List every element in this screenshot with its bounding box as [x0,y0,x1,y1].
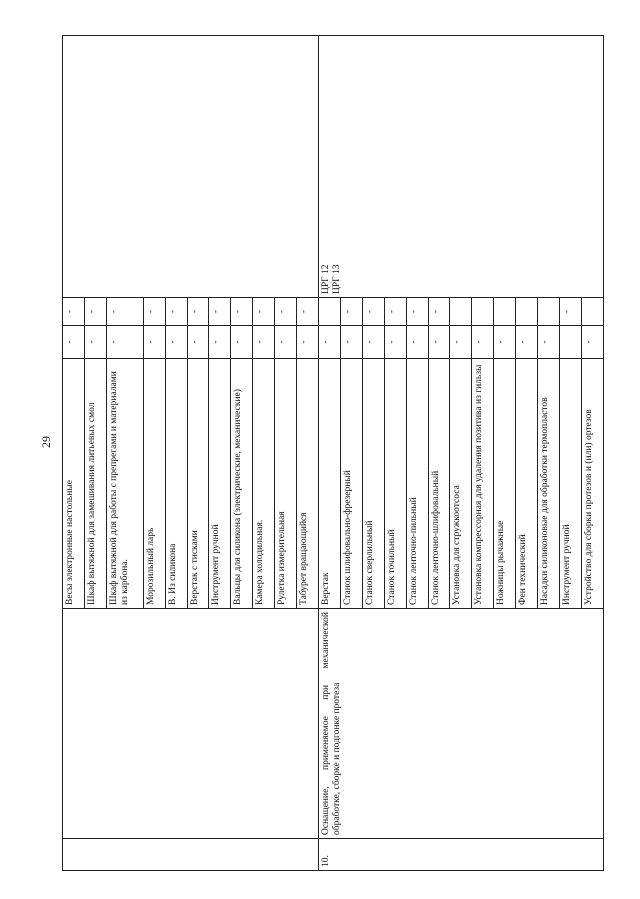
table-row [319,36,341,871]
item-qty: - [538,326,560,359]
reference-code: ЦРГ 13 [331,264,342,294]
item-name: Фен технический [516,359,538,609]
item-qty [559,326,581,359]
item-qty: - [253,326,275,359]
item-name: В. Из силикона [165,359,187,609]
item-extra: - [559,298,581,326]
equipment-table [62,35,604,871]
item-extra: - [209,298,231,326]
item-qty: - [494,326,516,359]
item-qty: - [581,326,603,359]
item-qty: - [384,326,406,359]
item-qty: - [428,326,450,359]
item-name: Ножницы рычажные [494,359,516,609]
item-qty: - [84,326,106,359]
item-extra: - [84,298,106,326]
item-name: Станок точильный [384,359,406,609]
item-name: Станок сверлильный [362,359,384,609]
item-qty: - [143,326,165,359]
item-extra [516,298,538,326]
rotated-table-wrapper [62,36,604,871]
item-qty: - [187,326,209,359]
item-extra [494,298,516,326]
item-name: Вальцы для силикона (электрические, механические) [231,359,253,609]
item-extra: - [253,298,275,326]
item-extra: - [106,298,143,326]
item-name: Весы электронные настольные [63,359,85,609]
item-extra: - [428,298,450,326]
item-extra [450,298,472,326]
item-name: Инструмент ручной [559,359,581,609]
table-row [63,36,85,871]
item-extra: - [143,298,165,326]
description-cell [63,609,319,839]
item-extra: - [231,298,253,326]
item-extra: - [362,298,384,326]
item-extra: - [63,298,85,326]
item-name: Верстак [319,359,341,609]
item-name: Морозильный ларь [143,359,165,609]
item-name: Рулетка измерительная [275,359,297,609]
item-extra: - [297,298,319,326]
item-name: Станок ленточно-пильный [406,359,428,609]
item-extra: - [275,298,297,326]
number-cell [63,839,319,871]
item-qty: - [319,326,341,359]
item-name: Камера холодильная. [253,359,275,609]
item-extra [472,298,494,326]
section-title: Оснащение, применяемое при механической обработке, сборке и подгонке протеза [319,609,604,839]
item-extra [319,298,341,326]
item-name: Насадки силиконовые для обработки термопластов [538,359,560,609]
item-qty: - [165,326,187,359]
item-qty: - [362,326,384,359]
item-qty: - [231,326,253,359]
item-name: Верстак с тисками [187,359,209,609]
item-qty: - [340,326,362,359]
item-name: Станок шлифовально-фрезерный [340,359,362,609]
section-number: 10. [319,839,604,871]
item-qty: - [106,326,143,359]
item-extra [581,298,603,326]
item-name: Шкаф вытяжной для работы с препрегами и материалами из карбона. [106,359,143,609]
item-name: Инструмент ручной [209,359,231,609]
reference-cell [63,36,319,298]
item-extra: - [340,298,362,326]
item-qty: - [297,326,319,359]
item-qty: - [209,326,231,359]
reference-cell [319,36,604,298]
item-name: Установка для стружкоотсоса [450,359,472,609]
item-extra: - [384,298,406,326]
item-extra: - [406,298,428,326]
item-qty: - [450,326,472,359]
item-qty: - [63,326,85,359]
item-name: Станок ленточно-шлифовальный [428,359,450,609]
item-extra: - [187,298,209,326]
item-name: Шкаф вытяжной для замешивания литьевых смол [84,359,106,609]
item-extra [538,298,560,326]
item-name: Табурет вращающийся [297,359,319,609]
item-qty: - [275,326,297,359]
item-name: Устройство для сборки протезов и (или) ортезов [581,359,603,609]
page-number: 29 [39,436,53,448]
item-qty: - [516,326,538,359]
item-extra: - [165,298,187,326]
item-qty: - [406,326,428,359]
reference-code: ЦРГ 12 [321,264,331,294]
item-name: Установка компрессорная для удаления позитива из гильзы [472,359,494,609]
item-qty: - [472,326,494,359]
